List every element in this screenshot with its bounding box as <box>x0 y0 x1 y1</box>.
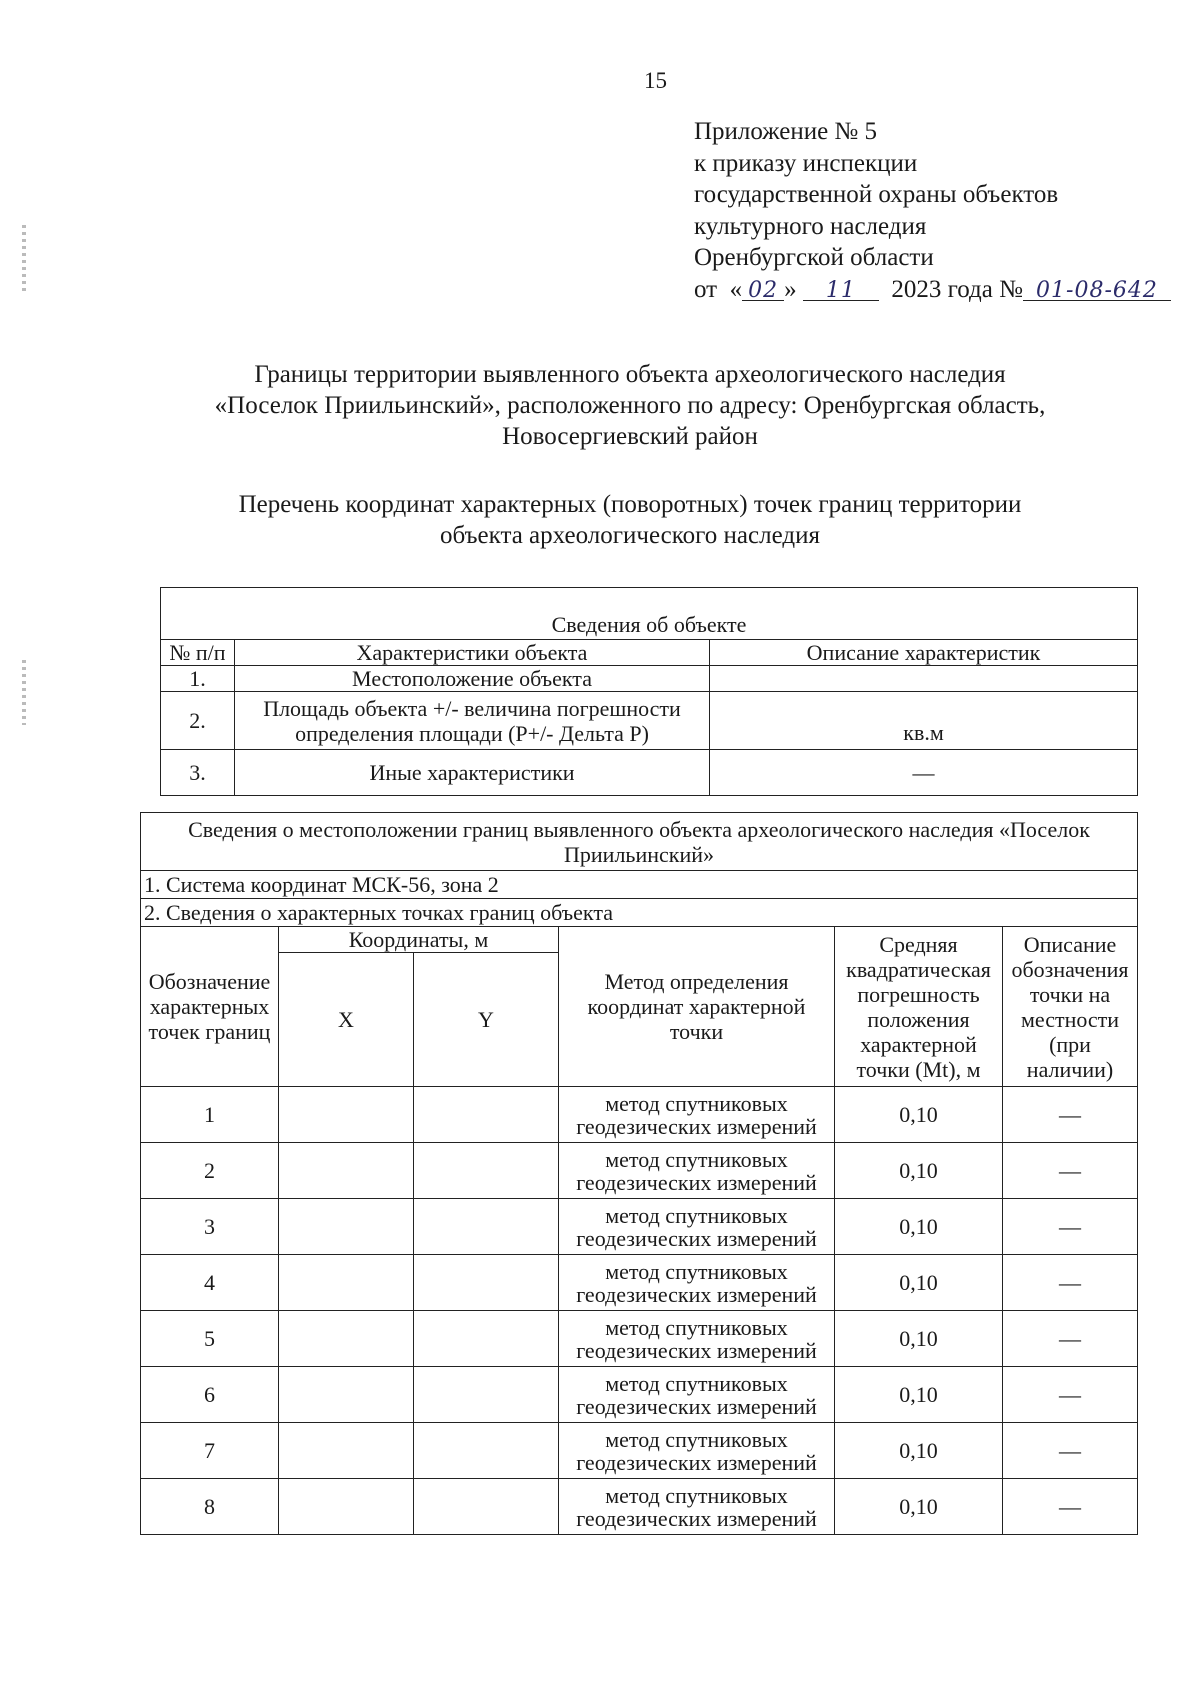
scan-artifact <box>22 225 26 295</box>
point-error: 0,10 <box>835 1479 1003 1535</box>
row-characteristic: Площадь объекта +/- величина погрешности определения площади (P+/- Дельта P) <box>235 692 710 750</box>
point-y <box>414 1423 559 1479</box>
table-row <box>161 692 1138 750</box>
appendix-line: Оренбургской области <box>694 244 934 271</box>
point-y <box>414 1311 559 1367</box>
subtitle-line: Перечень координат характерных (поворотных) точек границ территории <box>238 491 1022 518</box>
object-info-table <box>160 587 1138 796</box>
point-y <box>414 1479 559 1535</box>
point-designation: 1 <box>141 1087 279 1143</box>
appendix-line: государственной охраны объектов <box>694 181 1059 208</box>
point-method: метод спутниковых геодезических измерений <box>559 1311 835 1367</box>
point-description: — <box>1003 1479 1138 1535</box>
row-description: кв.м <box>710 692 1138 750</box>
title-line: Границы территории выявленного объекта археологического наследия <box>254 361 1006 388</box>
point-designation: 7 <box>141 1423 279 1479</box>
point-designation: 4 <box>141 1255 279 1311</box>
point-error: 0,10 <box>835 1423 1003 1479</box>
point-designation: 5 <box>141 1311 279 1367</box>
row-description <box>710 666 1138 692</box>
points-section-title: 2. Сведения о характерных точках границ объекта <box>141 899 1138 927</box>
date-month: 11 <box>825 277 856 303</box>
point-designation: 2 <box>141 1143 279 1199</box>
header-method: Метод определения координат характерной точки <box>559 927 835 1087</box>
appendix-line: культурного наследия <box>694 212 927 240</box>
header-coordinates: Координаты, м <box>279 927 559 953</box>
header-characteristic: Характеристики объекта <box>235 640 710 666</box>
point-designation: 3 <box>141 1199 279 1255</box>
order-number: 01-08-642 <box>1036 277 1158 303</box>
title-line: «Поселок Приильинский», расположенного по адресу: Оренбургская область, <box>214 392 1046 419</box>
point-x <box>279 1255 414 1311</box>
table-row <box>141 1255 1138 1311</box>
header-description: Описание характеристик <box>710 640 1138 666</box>
table-row <box>161 666 1138 692</box>
point-method: метод спутниковых геодезических измерений <box>559 1423 835 1479</box>
point-x <box>279 1143 414 1199</box>
bounds-table-caption: Сведения о местоположении границ выявленного объекта археологического наследия «Поселок Приильинский» <box>141 813 1138 871</box>
point-error: 0,10 <box>835 1087 1003 1143</box>
point-x <box>279 1423 414 1479</box>
point-y <box>414 1143 559 1199</box>
point-error: 0,10 <box>835 1367 1003 1423</box>
appendix-date-line: от « 02 » 11 2023 года № 01-08-642 <box>694 274 1171 306</box>
object-table-caption: Сведения об объекте <box>161 588 1138 640</box>
table-row <box>141 1311 1138 1367</box>
date-day-field <box>742 274 784 301</box>
point-description: — <box>1003 1311 1138 1367</box>
point-x <box>279 1311 414 1367</box>
table-row <box>141 1143 1138 1199</box>
table-row <box>141 1199 1138 1255</box>
document-subtitle <box>150 489 1110 551</box>
point-x <box>279 1367 414 1423</box>
header-x: X <box>279 953 414 1087</box>
row-characteristic: Иные характеристики <box>235 750 710 796</box>
point-description: — <box>1003 1143 1138 1199</box>
point-designation: 6 <box>141 1367 279 1423</box>
point-x <box>279 1087 414 1143</box>
point-error: 0,10 <box>835 1143 1003 1199</box>
table-row <box>141 1423 1138 1479</box>
order-number-field <box>1023 274 1171 301</box>
point-y <box>414 1199 559 1255</box>
date-year: 2023 года № <box>891 275 1023 303</box>
point-error: 0,10 <box>835 1199 1003 1255</box>
point-x <box>279 1199 414 1255</box>
table-row <box>141 1479 1138 1535</box>
point-x <box>279 1479 414 1535</box>
table-row <box>161 750 1138 796</box>
header-error: Средняя квадратическая погрешность положения характерной точки (Mt), м <box>835 927 1003 1087</box>
appendix-line: Приложение № 5 <box>694 118 878 145</box>
table-row <box>141 1367 1138 1423</box>
subtitle-line: объекта археологического наследия <box>440 522 820 549</box>
header-y: Y <box>414 953 559 1087</box>
row-num: 2. <box>161 692 235 750</box>
point-method: метод спутниковых геодезических измерений <box>559 1199 835 1255</box>
point-description: — <box>1003 1423 1138 1479</box>
point-y <box>414 1255 559 1311</box>
header-num: № п/п <box>161 640 235 666</box>
boundary-points-table <box>140 812 1138 1535</box>
row-description: — <box>710 750 1138 796</box>
point-method: метод спутниковых геодезических измерений <box>559 1367 835 1423</box>
document-title <box>150 359 1110 452</box>
date-month-field <box>803 274 879 301</box>
point-method: метод спутниковых геодезических измерений <box>559 1479 835 1535</box>
row-num: 3. <box>161 750 235 796</box>
date-day: 02 <box>748 277 779 303</box>
point-designation: 8 <box>141 1479 279 1535</box>
point-description: — <box>1003 1087 1138 1143</box>
appendix-line: к приказу инспекции <box>694 149 918 177</box>
row-characteristic: Местоположение объекта <box>235 666 710 692</box>
scan-artifact <box>22 660 26 725</box>
point-y <box>414 1367 559 1423</box>
point-y <box>414 1087 559 1143</box>
point-method: метод спутниковых геодезических измерений <box>559 1255 835 1311</box>
date-prefix: от <box>694 275 718 303</box>
point-description: — <box>1003 1367 1138 1423</box>
point-error: 0,10 <box>835 1311 1003 1367</box>
row-num: 1. <box>161 666 235 692</box>
appendix-header <box>694 116 1171 305</box>
point-description: — <box>1003 1199 1138 1255</box>
header-point-description: Описание обозначения точки на местности (при наличии) <box>1003 927 1138 1087</box>
table-row <box>141 1087 1138 1143</box>
coordinate-system: 1. Система координат МСК-56, зона 2 <box>141 871 1138 899</box>
point-method: метод спутниковых геодезических измерений <box>559 1087 835 1143</box>
title-line: Новосергиевский район <box>502 423 758 450</box>
point-error: 0,10 <box>835 1255 1003 1311</box>
header-designation: Обозначение характерных точек границ <box>141 927 279 1087</box>
point-method: метод спутниковых геодезических измерений <box>559 1143 835 1199</box>
point-description: — <box>1003 1255 1138 1311</box>
page-number: 15 <box>644 68 667 93</box>
